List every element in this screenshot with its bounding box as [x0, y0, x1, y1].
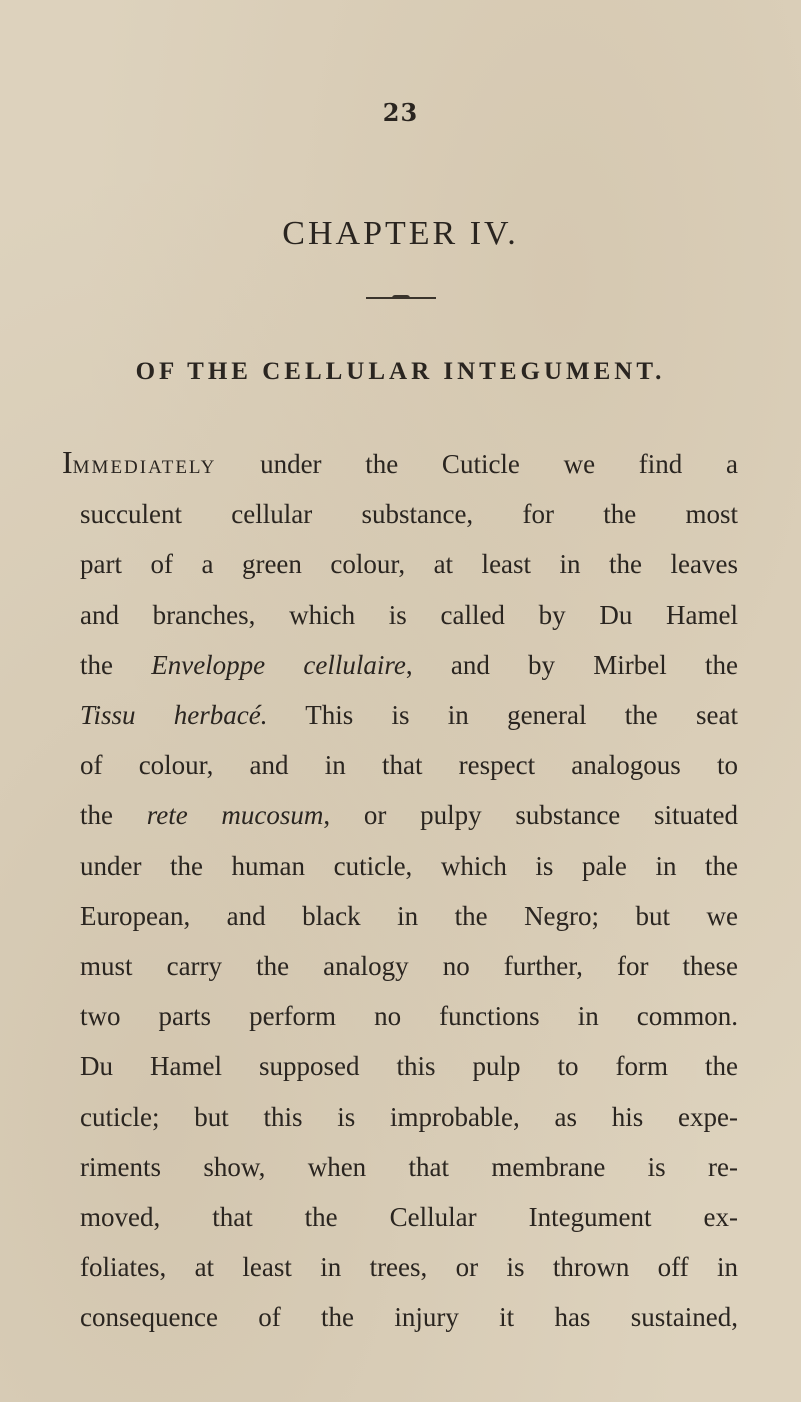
- text-line: [62, 437, 738, 489]
- text-line: Du Hamel supposed this pulp to form the: [80, 1051, 738, 1082]
- text-line: under the human cuticle, which is pale in the: [80, 850, 738, 881]
- text-line: two parts perform no functions in common.: [80, 1001, 738, 1032]
- text-line: foliates, at least in trees, or is thrown off in: [80, 1252, 738, 1283]
- text-line: part of a green colour, at least in the leaves: [80, 549, 738, 580]
- text-span: , or pulpy substance situated: [323, 800, 738, 831]
- text-line: cuticle; but this is improbable, as his expe-: [80, 1101, 738, 1132]
- text-span: under the Cuticle we find a: [216, 449, 738, 479]
- body-paragraph: [62, 437, 738, 1343]
- italic-term: rete mucosum: [146, 800, 324, 831]
- text-line: moved, that the Cellular Integument ex-: [80, 1202, 738, 1233]
- chapter-title: CHAPTER IV.: [282, 215, 519, 252]
- italic-term: Tissu herbacé.: [80, 700, 268, 731]
- initial-letter: I: [62, 444, 73, 480]
- text-line: [62, 640, 738, 690]
- text-line: consequence of the injury it has sustained,: [80, 1302, 738, 1333]
- italic-term: Enveloppe cellulaire: [151, 649, 406, 680]
- text-line: European, and black in the Negro; but we: [80, 900, 738, 931]
- text-line: [62, 690, 738, 740]
- ornamental-rule: [366, 297, 436, 299]
- text-line: [62, 790, 738, 840]
- text-line: of colour, and in that respect analogous to: [80, 750, 738, 781]
- text-span: This is in general the seat: [267, 700, 738, 731]
- text-span: the: [80, 800, 147, 831]
- text-line: riments show, when that membrane is re-: [80, 1151, 738, 1182]
- section-title: OF THE CELLULAR INTEGUMENT.: [135, 358, 666, 385]
- text-line: succulent cellular substance, for the most: [80, 499, 738, 530]
- opening-small-caps: mmediately: [72, 449, 217, 479]
- text-span: the: [80, 649, 152, 680]
- text-line: must carry the analogy no further, for these: [80, 951, 738, 982]
- text-span: , and by Mirbel the: [405, 649, 738, 680]
- page-number: 23: [382, 98, 419, 127]
- text-line: and branches, which is called by Du Hamel: [80, 599, 738, 630]
